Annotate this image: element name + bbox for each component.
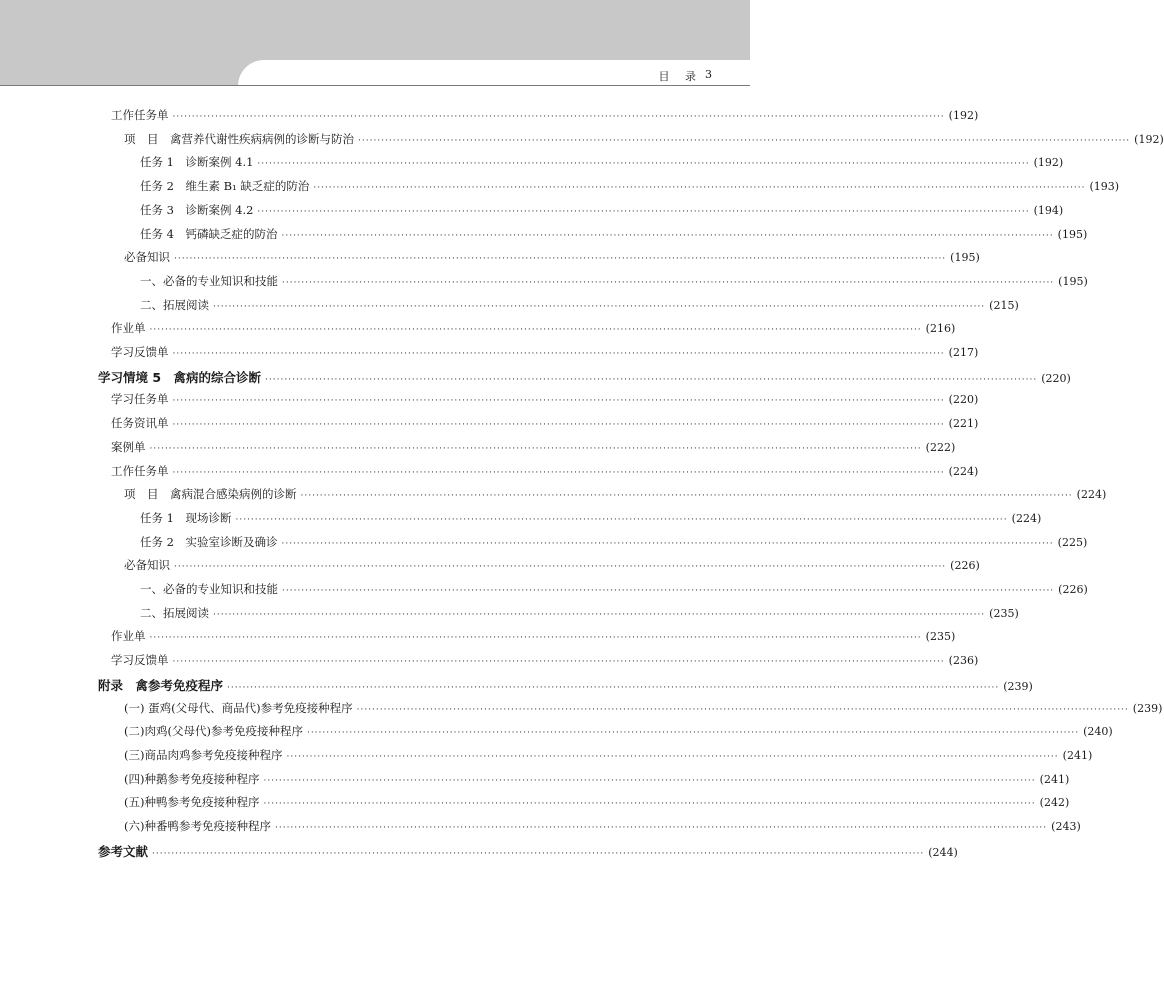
toc-leader-dots: ········································································································································································································ xyxy=(300,491,1073,502)
toc-leader-dots: ········································································································································································································ xyxy=(265,374,1038,385)
toc-entry[interactable] xyxy=(140,154,1064,174)
toc-entry[interactable] xyxy=(140,178,1120,198)
toc-entry[interactable] xyxy=(111,344,979,364)
toc-entry[interactable] xyxy=(140,581,1088,601)
toc-entry-title: (四)种鹅参考免疫接种程序 xyxy=(124,771,260,786)
toc-entry-page: (195) xyxy=(1057,227,1088,241)
toc-leader-dots: ········································································································································································································ xyxy=(172,467,945,478)
toc-leader-dots: ········································································································································································································ xyxy=(174,562,947,573)
toc-entry[interactable] xyxy=(111,107,979,127)
toc-entry-page: (222) xyxy=(925,440,956,454)
toc-entry[interactable] xyxy=(98,676,1033,696)
header-rule xyxy=(0,85,750,86)
toc-entry-title: 任务 2 维生素 B₁ 缺乏症的防治 xyxy=(140,179,310,194)
toc-entry[interactable] xyxy=(98,368,1071,388)
toc-entry-title: 任务 4 钙磷缺乏症的防治 xyxy=(140,226,278,241)
toc-leader-dots: ········································································································································································································ xyxy=(282,277,1055,288)
toc-entry-page: (192) xyxy=(948,109,979,122)
toc-leader-dots: ········································································································································································································ xyxy=(235,514,1008,525)
toc-leader-dots: ········································································································································································································ xyxy=(257,206,1030,217)
toc-entry-title: 任务 1 诊断案例 4.1 xyxy=(140,155,254,170)
toc-entry[interactable] xyxy=(124,557,980,577)
toc-entry-page: (244) xyxy=(928,845,958,859)
toc-leader-dots: ········································································································································································································ xyxy=(149,325,922,336)
toc-entry-title: 附录 禽参考免疫程序 xyxy=(98,677,224,693)
toc-leader-dots: ········································································································································································································ xyxy=(149,633,922,644)
toc-leader-dots: ········································································································································································································ xyxy=(172,349,945,359)
toc-entry[interactable] xyxy=(124,486,1107,506)
toc-entry-title: 学习反馈单 xyxy=(111,345,169,359)
toc-entry-title: (一) 蛋鸡(父母代、商品代)参考免疫接种程序 xyxy=(124,700,353,715)
toc-leader-dots: ········································································································································································································ xyxy=(172,420,945,431)
toc-entry-page: (215) xyxy=(989,298,1019,312)
toc-entry-page: (217) xyxy=(948,346,979,359)
running-header-label: 目 录 xyxy=(658,70,702,83)
toc-entry[interactable] xyxy=(98,842,958,862)
toc-leader-dots: ········································································································································································································ xyxy=(306,728,1080,739)
toc-entry-page: (243) xyxy=(1051,820,1081,833)
toc-entry[interactable] xyxy=(111,628,956,648)
toc-entry[interactable] xyxy=(140,605,1019,625)
toc-entry[interactable] xyxy=(140,273,1088,293)
toc-leader-dots: ········································································································································································································ xyxy=(263,775,1036,786)
toc-entry-title: 作业单 xyxy=(111,321,146,336)
toc-leader-dots: ········································································································································································································ xyxy=(358,135,1131,146)
toc-entry[interactable] xyxy=(124,700,1163,720)
toc-entry-page: (241) xyxy=(1039,772,1070,786)
toc-entry[interactable] xyxy=(140,202,1064,222)
toc-leader-dots: ········································································································································································································ xyxy=(281,538,1054,549)
toc-entry-page: (226) xyxy=(950,559,980,573)
toc-entry-title: 工作任务单 xyxy=(111,108,169,122)
toc-leader-dots: ········································································································································································································ xyxy=(174,254,947,265)
toc-entry-page: (216) xyxy=(925,322,956,336)
toc-leader-dots: ········································································································································································································ xyxy=(149,443,922,454)
toc-entry-page: (224) xyxy=(1011,511,1042,525)
toc-entry-page: (221) xyxy=(948,417,979,431)
toc-entry-page: (226) xyxy=(1058,583,1088,596)
toc-entry-title: 二、拓展阅读 xyxy=(140,297,209,312)
toc-entry-title: (二)肉鸡(父母代)参考免疫接种程序 xyxy=(124,724,303,739)
toc-leader-dots: ········································································································································································································ xyxy=(172,112,945,122)
toc-entry-page: (194) xyxy=(1033,203,1064,217)
toc-entry-page: (235) xyxy=(989,606,1019,620)
toc-entry-title: 作业单 xyxy=(111,629,146,644)
toc-entry-title: 任务 3 诊断案例 4.2 xyxy=(140,202,254,217)
toc-entry[interactable] xyxy=(111,652,979,672)
toc-entry[interactable] xyxy=(124,249,980,269)
toc-entry-page: (236) xyxy=(948,654,979,668)
toc-entry-page: (235) xyxy=(925,630,956,644)
toc-entry-title: (六)种番鸭参考免疫接种程序 xyxy=(124,819,271,833)
toc-entry-title: 学习反馈单 xyxy=(111,653,169,668)
toc-leader-dots: ········································································································································································································ xyxy=(172,657,945,668)
toc-entry[interactable] xyxy=(111,391,979,411)
toc-entry[interactable] xyxy=(124,131,1164,151)
page-number: 3 xyxy=(705,68,712,81)
toc-entry[interactable] xyxy=(124,794,1070,814)
toc-entry-title: 一、必备的专业知识和技能 xyxy=(140,273,278,288)
toc-leader-dots: ········································································································································································································ xyxy=(172,396,945,407)
toc-entry-title: 工作任务单 xyxy=(111,463,169,478)
toc-entry[interactable] xyxy=(124,747,1093,767)
toc-entry[interactable] xyxy=(140,226,1088,246)
toc-entry[interactable] xyxy=(111,463,979,483)
toc-leader-dots: ········································································································································································································ xyxy=(313,183,1086,194)
toc-entry-page: (195) xyxy=(950,251,980,265)
toc-entry-page: (195) xyxy=(1058,274,1088,288)
toc-entry[interactable] xyxy=(111,439,956,459)
toc-leader-dots: ········································································································································································································ xyxy=(286,751,1059,762)
toc-entry-title: 必备知识 xyxy=(124,250,170,265)
toc-entry-page: (192) xyxy=(1134,132,1164,146)
toc-entry-page: (225) xyxy=(1057,535,1088,549)
toc-entry-page: (224) xyxy=(1076,488,1107,502)
toc-entry-title: 必备知识 xyxy=(124,558,170,573)
toc-entry[interactable] xyxy=(124,771,1070,791)
toc-entry-page: (239) xyxy=(1132,701,1163,715)
toc-entry-page: (240) xyxy=(1083,725,1113,739)
toc-entry-page: (192) xyxy=(1033,156,1064,170)
toc-entry-title: 任务 2 实验室诊断及确诊 xyxy=(140,534,278,549)
toc-entry-title: 案例单 xyxy=(111,439,146,454)
toc-entry-title: 项 目 禽营养代谢性疾病病例的诊断与防治 xyxy=(124,131,354,146)
toc-entry-page: (220) xyxy=(1041,371,1071,385)
toc-leader-dots: ········································································································································································································ xyxy=(257,159,1030,170)
toc-entry-page: (239) xyxy=(1003,679,1033,693)
toc-entry-title: 一、必备的专业知识和技能 xyxy=(140,582,278,596)
toc-entry-title: (五)种鸭参考免疫接种程序 xyxy=(124,795,260,810)
toc-entry-title: (三)商品肉鸡参考免疫接种程序 xyxy=(124,747,283,762)
toc-leader-dots: ········································································································································································································ xyxy=(263,799,1036,810)
toc-leader-dots: ········································································································································································································ xyxy=(213,301,986,312)
toc-entry-page: (193) xyxy=(1089,180,1120,194)
toc-entry-title: 项 目 禽病混合感染病例的诊断 xyxy=(124,487,297,502)
toc-entry-title: 学习情境 5 禽病的综合诊断 xyxy=(98,369,262,385)
toc-leader-dots: ········································································································································································································ xyxy=(213,609,986,620)
toc-entry-page: (224) xyxy=(948,464,979,478)
toc-entry-title: 任务资讯单 xyxy=(111,416,169,431)
toc-leader-dots: ········································································································································································································ xyxy=(282,586,1055,596)
toc-leader-dots: ········································································································································································································ xyxy=(152,848,925,859)
toc-leader-dots: ········································································································································································································ xyxy=(356,704,1129,715)
toc-entry[interactable] xyxy=(140,534,1088,554)
toc-entry[interactable] xyxy=(140,297,1019,317)
toc-entry-title: 二、拓展阅读 xyxy=(140,605,209,620)
toc-entry[interactable] xyxy=(140,510,1042,530)
toc-leader-dots: ········································································································································································································ xyxy=(274,823,1048,833)
toc-entry[interactable] xyxy=(124,723,1113,743)
toc-entry-page: (241) xyxy=(1062,748,1093,762)
toc-entry-title: 学习任务单 xyxy=(111,392,169,407)
toc-entry-title: 参考文献 xyxy=(98,843,149,859)
toc-leader-dots: ········································································································································································································ xyxy=(281,230,1054,241)
toc-entry[interactable] xyxy=(111,415,979,435)
toc-leader-dots: ········································································································································································································ xyxy=(227,682,1000,693)
toc-entry[interactable] xyxy=(124,818,1081,838)
toc-entry[interactable] xyxy=(111,320,956,340)
toc-entry-page: (242) xyxy=(1039,796,1070,810)
toc-entry-title: 任务 1 现场诊断 xyxy=(140,510,232,525)
toc-entry-page: (220) xyxy=(948,393,979,407)
